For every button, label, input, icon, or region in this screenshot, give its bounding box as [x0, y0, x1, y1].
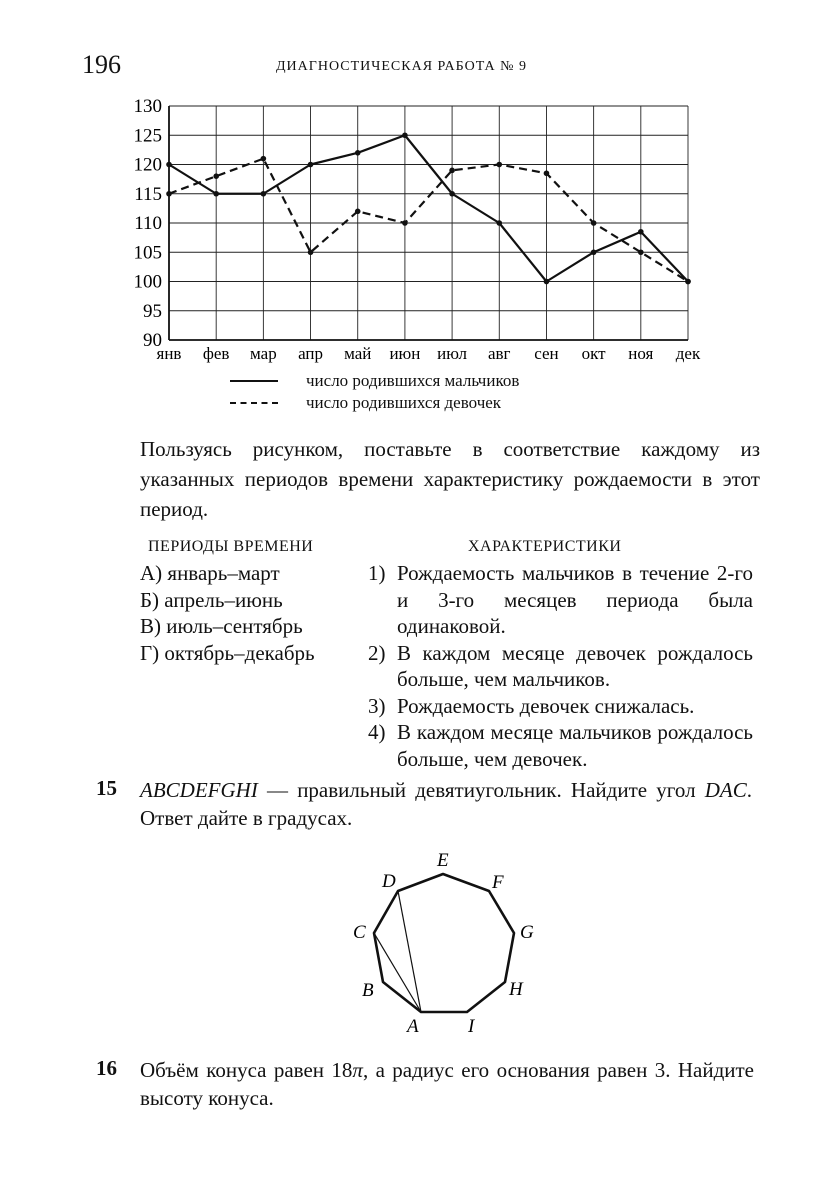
data-point-girls	[496, 162, 502, 168]
task16-text	[140, 1056, 754, 1112]
characteristic-number: 4)	[368, 720, 386, 744]
data-point-girls	[638, 249, 644, 255]
characteristic-number: 3)	[368, 693, 386, 718]
characteristic-text: В каждом месяце девочек рождалось больше, чем мальчиков.	[397, 640, 753, 691]
characteristic-item	[368, 719, 753, 772]
data-point-boys	[591, 249, 597, 255]
page-number: 196	[82, 50, 121, 79]
data-point-girls	[308, 249, 314, 255]
chart-grid	[169, 106, 688, 340]
characteristics-list	[368, 560, 753, 772]
data-point-girls	[355, 209, 361, 215]
characteristic-item	[368, 640, 753, 693]
data-point-girls	[402, 220, 408, 226]
data-point-boys	[166, 162, 172, 168]
data-point-boys	[544, 279, 550, 285]
series-line-girls	[169, 159, 688, 282]
y-tick-label: 115	[134, 183, 162, 205]
x-tick-label: дек	[675, 344, 701, 363]
chart-series	[166, 132, 691, 284]
data-point-girls	[685, 279, 691, 285]
task14-intro: Пользуясь рисунком, поставьте в соответствие каждому из указанных периодов времени характеристику рождаемости в этот период.	[140, 437, 760, 521]
data-point-girls	[166, 191, 172, 197]
legend-girls	[230, 393, 501, 413]
characteristic-text: Рождаемость девочек снижалась.	[397, 693, 695, 718]
x-tick-label: фев	[202, 344, 230, 363]
characteristic-text: Рождаемость мальчиков в течение 2-го и 3-го месяцев периода была одинаковой.	[397, 561, 753, 638]
task15-text	[140, 776, 752, 832]
vertex-label-b: B	[362, 980, 374, 1001]
characteristic-number: 1)	[368, 561, 386, 585]
task15-number: 15	[96, 776, 117, 800]
data-point-girls	[544, 170, 550, 176]
x-tick-label: июл	[437, 344, 468, 363]
period-item: В) июль–сентябрь	[140, 614, 303, 638]
y-tick-label: 120	[133, 154, 162, 176]
running-head: ДИАГНОСТИЧЕСКАЯ РАБОТА № 9	[276, 59, 528, 74]
x-tick-label: апр	[298, 344, 324, 363]
vertex-label-h: H	[509, 979, 523, 1000]
x-tick-label: янв	[156, 344, 182, 363]
data-point-girls	[591, 220, 597, 226]
polygon-name: ABCDEFGHI	[140, 778, 258, 802]
data-point-boys	[308, 162, 314, 168]
data-point-boys	[213, 191, 219, 197]
vertex-label-i: I	[468, 1016, 475, 1037]
diagonal-ad	[398, 891, 421, 1012]
x-tick-label: ноя	[628, 344, 654, 363]
x-tick-label: мар	[250, 344, 277, 363]
solid-line-swatch	[230, 380, 278, 382]
data-point-girls	[449, 168, 455, 174]
vertex-label-d: D	[382, 871, 396, 892]
angle-name: DAC	[704, 778, 747, 802]
task15-text-part2: . Ответ дайте в градусах.	[140, 778, 752, 830]
nonagon-outline	[374, 874, 514, 1012]
characteristic-item	[368, 560, 753, 640]
characteristic-text: В каждом месяце мальчиков рождалось больше, чем девочек.	[397, 720, 753, 771]
characteristics-header: ХАРАКТЕРИСТИКИ	[468, 538, 622, 555]
pi-symbol: π	[352, 1058, 363, 1082]
period-item: А) январь–март	[140, 561, 280, 585]
x-tick-label: сен	[534, 344, 559, 363]
vertex-label-c: C	[353, 922, 366, 943]
x-tick-label: май	[344, 344, 372, 363]
y-tick-label: 105	[133, 242, 162, 264]
legend-girls-label: число родившихся девочек	[306, 393, 502, 412]
dashed-line-swatch	[230, 402, 278, 404]
vertex-label-g: G	[520, 922, 534, 943]
data-point-boys	[496, 220, 502, 226]
y-tick-labels	[134, 96, 163, 351]
legend-boys	[230, 371, 519, 391]
vertex-label-a: A	[407, 1016, 419, 1037]
x-tick-label: июн	[389, 344, 421, 363]
series-line-boys	[169, 135, 688, 281]
legend-boys-label: число родившихся мальчиков	[306, 371, 520, 390]
vertex-label-e: E	[437, 850, 449, 871]
characteristic-item	[368, 693, 753, 720]
data-point-girls	[213, 173, 219, 179]
y-tick-label: 100	[133, 271, 162, 293]
x-tick-label: окт	[581, 344, 606, 363]
periods-header: ПЕРИОДЫ ВРЕМЕНИ	[148, 538, 314, 555]
y-tick-label: 90	[143, 330, 162, 351]
vertex-label-f: F	[492, 872, 504, 893]
y-tick-label: 125	[133, 125, 162, 147]
characteristic-number: 2)	[368, 640, 386, 665]
y-tick-label: 95	[143, 300, 162, 322]
period-item: Г) октябрь–декабрь	[140, 640, 315, 665]
data-point-boys	[355, 150, 361, 156]
data-point-boys	[261, 191, 267, 197]
data-point-boys	[638, 229, 644, 235]
task16-text-part1: Объём конуса равен 18	[140, 1058, 353, 1082]
x-tick-label: авг	[487, 344, 511, 363]
data-point-boys	[449, 191, 455, 197]
periods-list	[140, 560, 315, 666]
x-tick-labels	[157, 344, 701, 363]
data-point-girls	[261, 156, 267, 162]
data-point-boys	[402, 132, 408, 138]
task16-number: 16	[96, 1056, 117, 1080]
task15-text-part1: — правильный девятиугольник. Найдите угол	[257, 778, 705, 802]
task16-text-part2: , а радиус его основания равен 3. Найдите высоту конуса.	[140, 1058, 754, 1110]
period-item: Б) апрель–июнь	[140, 587, 283, 612]
birth-rate-chart	[130, 96, 720, 366]
y-tick-label: 110	[134, 213, 162, 234]
y-tick-label: 130	[133, 96, 162, 117]
nonagon-figure	[348, 848, 548, 1043]
